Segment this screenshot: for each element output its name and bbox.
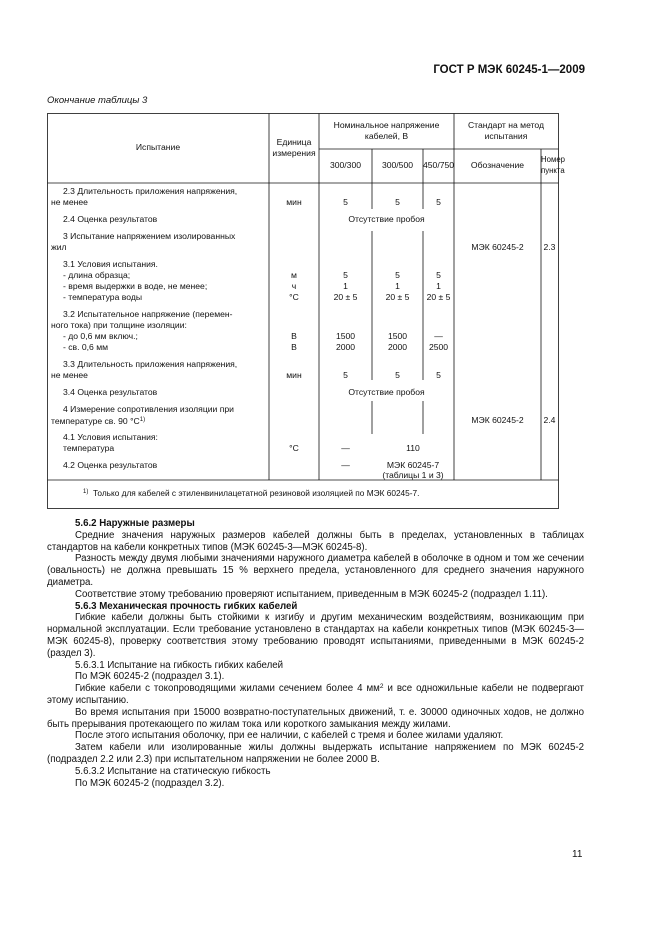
paragraph: Затем кабели или изолированные жилы должны выдержать испытание напряжением по МЭК 60245-2 (подраздел 2.2 или 2.3) при испытательном напряжении не более 2000 В.: [47, 742, 584, 765]
row-2-4-result: Отсутствие пробоя: [348, 214, 425, 224]
header-voltage-line1: Номинальное напряжение: [333, 120, 440, 130]
paragraph: Соответствие этому требованию проверяют испытанием, приведенным в МЭК 60245-2 (подраздел 1.11).: [75, 588, 548, 600]
row-2-3-v1: 5: [343, 197, 348, 207]
row-3-2-line4: - св. 0,6 мм: [63, 342, 109, 352]
row-3-3-v1: 5: [343, 370, 348, 380]
row-3-2-b4: 2000: [387, 342, 408, 352]
row-2-3-v3: 5: [436, 197, 441, 207]
row-3-1-a4: 20 ± 5: [333, 292, 358, 302]
header-clause-line2: пункта: [541, 166, 565, 175]
paragraph: Средние значения наружных размеров кабелей должны быть в пределах, установленных в таблицах стандартов на кабели конкретных типов (МЭК 60245-3—МЭК 60245-8).: [47, 529, 584, 553]
row-2-4: 2.4 Оценка результатов: [63, 214, 158, 224]
row-3-1-unit4: °С: [289, 292, 299, 302]
row-3-1-line4: - температура воды: [63, 292, 143, 302]
row-4-clause: 2.4: [543, 415, 556, 425]
row-3-1-a3: 1: [343, 281, 348, 291]
row-3-standard: МЭК 60245-2: [471, 242, 524, 252]
row-3-1-b3: 1: [395, 281, 400, 291]
row-3-2-unit3: В: [291, 331, 297, 341]
paragraph: По МЭК 60245-2 (подраздел 3.2).: [75, 777, 225, 789]
header-voltage-line2: кабелей, В: [364, 131, 409, 141]
row-3-2-b3: 1500: [387, 331, 408, 341]
row-3-3-line1: 3.3 Длительность приложения напряжения,: [63, 359, 238, 369]
header-unit-line1: Единица: [276, 137, 312, 147]
row-3-2-c3: —: [434, 331, 443, 341]
header-designation: Обозначение: [470, 160, 525, 170]
page-number: 11: [572, 849, 583, 860]
row-4-2: 4.2 Оценка результатов: [63, 460, 158, 470]
row-4-2-v23-line1: МЭК 60245-7: [386, 460, 440, 470]
row-2-3-unit: мин: [286, 197, 302, 207]
row-4-line2: температуре св. 90 $^\circ С^{1)}$: [51, 416, 146, 426]
paragraph: Во время испытания при 15000 возвратно-поступательных движений, т. е. 30000 одиночных ходов, не должно быть прерывания протекающего по жилам тока или короткого замыкания между жилами.: [47, 706, 584, 730]
row-3-4: 3.4 Оценка результатов: [63, 387, 158, 397]
header-voltage-1: 300/300: [329, 160, 362, 170]
row-3-line1: 3 Испытание напряжением изолированных: [63, 231, 236, 241]
row-3-line2: жил: [51, 242, 67, 252]
row-4-standard: МЭК 60245-2: [471, 415, 524, 425]
row-3-4-result: Отсутствие пробоя: [348, 387, 425, 397]
document-id: ГОСТ Р МЭК 60245-1—2009: [433, 64, 585, 76]
row-3-3-unit: мин: [286, 370, 302, 380]
footnote-mark: 1): [83, 489, 89, 495]
row-4-1-unit: °С: [289, 443, 299, 453]
header-test: Испытание: [135, 142, 181, 152]
row-3-1-line1: 3.1 Условия испытания.: [63, 259, 158, 269]
subsection-5-6-3-2-heading: 5.6.3.2 Испытание на статическую гибкость: [75, 765, 271, 777]
header-unit-line2: измерения: [272, 148, 316, 158]
row-3-1-line3: - время выдержки в воде, не менее;: [63, 281, 208, 291]
row-4-1-line1: 4.1 Условия испытания:: [63, 432, 158, 442]
row-3-1-unit2: м: [291, 270, 297, 280]
row-3-2-a4: 2000: [335, 342, 356, 352]
row-3-3-line2: не менее: [51, 370, 88, 380]
test-table: [47, 113, 565, 510]
row-4-2-v1: —: [341, 460, 350, 470]
row-3-1-a2: 5: [343, 270, 348, 280]
superscript: 2: [379, 683, 384, 691]
row-4-2-v23-line2: (таблицы 1 и 3): [382, 470, 444, 480]
row-4-1-v23: 110: [406, 443, 420, 453]
table-caption: Окончание таблицы 3: [47, 95, 148, 106]
paragraph: После этого испытания оболочку, при ее наличии, с кабелей с тремя и более жилами удаляют.: [75, 730, 504, 742]
paragraph: Разность между двумя любыми значениями наружного диаметра кабелей в оболочке в одном и том же сечении (овальность) не должна превышать 15 % верхнего предела, установленного для среднего значения наружного диаметра.: [47, 553, 584, 588]
header-voltage-2: 300/500: [381, 160, 414, 170]
row-3-2-a3: 1500: [335, 331, 356, 341]
row-3-2-line2: ного тока) при толщине изоляции:: [51, 320, 187, 330]
row-3-3-v3: 5: [436, 370, 441, 380]
body-text: [47, 518, 584, 789]
row-4-1-line2: температура: [63, 443, 115, 453]
footnote-ref: 1): [139, 417, 146, 423]
header-standard-line1: Стандарт на метод: [467, 120, 545, 130]
section-5-6-2-heading: 5.6.2 Наружные размеры: [75, 518, 195, 529]
header-clause-line1: Номер: [541, 155, 565, 164]
row-3-2-unit4: В: [291, 342, 297, 352]
row-3-1-b2: 5: [395, 270, 400, 280]
row-3-1-b4: 20 ± 5: [385, 292, 410, 302]
row-3-1-c3: 1: [436, 281, 441, 291]
table-footnote: $^{1)}$ Только для кабелей с этиленвинилацетатной резиновой изоляцией по МЭК 60245-7.: [83, 488, 420, 498]
paragraph: Гибкие кабели должны быть стойкими к изгибу и другим механическим воздействиям, возникающим при нормальной эксплуатации. Если требование установлено в стандартах на кабели конкретных типов (МЭК 60245-3—МЭК 60245-8), проверку соответствия этому требованию проводят испытаниями, приведенными в МЭК 60245-2 (раздел 3).: [47, 612, 584, 659]
row-4-line1: 4 Измерение сопротивления изоляции при: [63, 404, 234, 414]
row-3-3-v2: 5: [395, 370, 400, 380]
paragraph: Гибкие кабели с токопроводящими жилами сечением более 4 $мм^2$ и все одножильные кабели не подвергают этому испытанию.: [47, 683, 584, 706]
row-3-2-line1: 3.2 Испытательное напряжение (перемен-: [63, 309, 233, 319]
row-3-clause: 2.3: [543, 242, 556, 252]
row-3-2-line3: - до 0,6 мм включ.;: [63, 331, 138, 341]
header-voltage-3: 450/750: [423, 160, 455, 170]
row-2-3-v2: 5: [395, 197, 400, 207]
section-5-6-3-heading: 5.6.3 Механическая прочность гибких кабелей: [75, 600, 298, 612]
row-3-2-c4: 2500: [428, 342, 449, 352]
row-2-3-line1: 2.3 Длительность приложения напряжения,: [63, 186, 238, 196]
row-3-1-line2: - длина образца;: [63, 270, 131, 280]
row-3-1-c2: 5: [436, 270, 441, 280]
row-3-1-c4: 20 ± 5: [426, 292, 451, 302]
row-3-1-unit3: ч: [291, 281, 297, 291]
header-standard-line2: испытания: [484, 131, 528, 141]
row-2-3-line2: не менее: [51, 197, 88, 207]
row-4-1-v1: —: [341, 443, 350, 453]
paragraph: По МЭК 60245-2 (подраздел 3.1).: [75, 671, 225, 683]
subsection-5-6-3-1-heading: 5.6.3.1 Испытание на гибкость гибких кабелей: [75, 659, 284, 671]
